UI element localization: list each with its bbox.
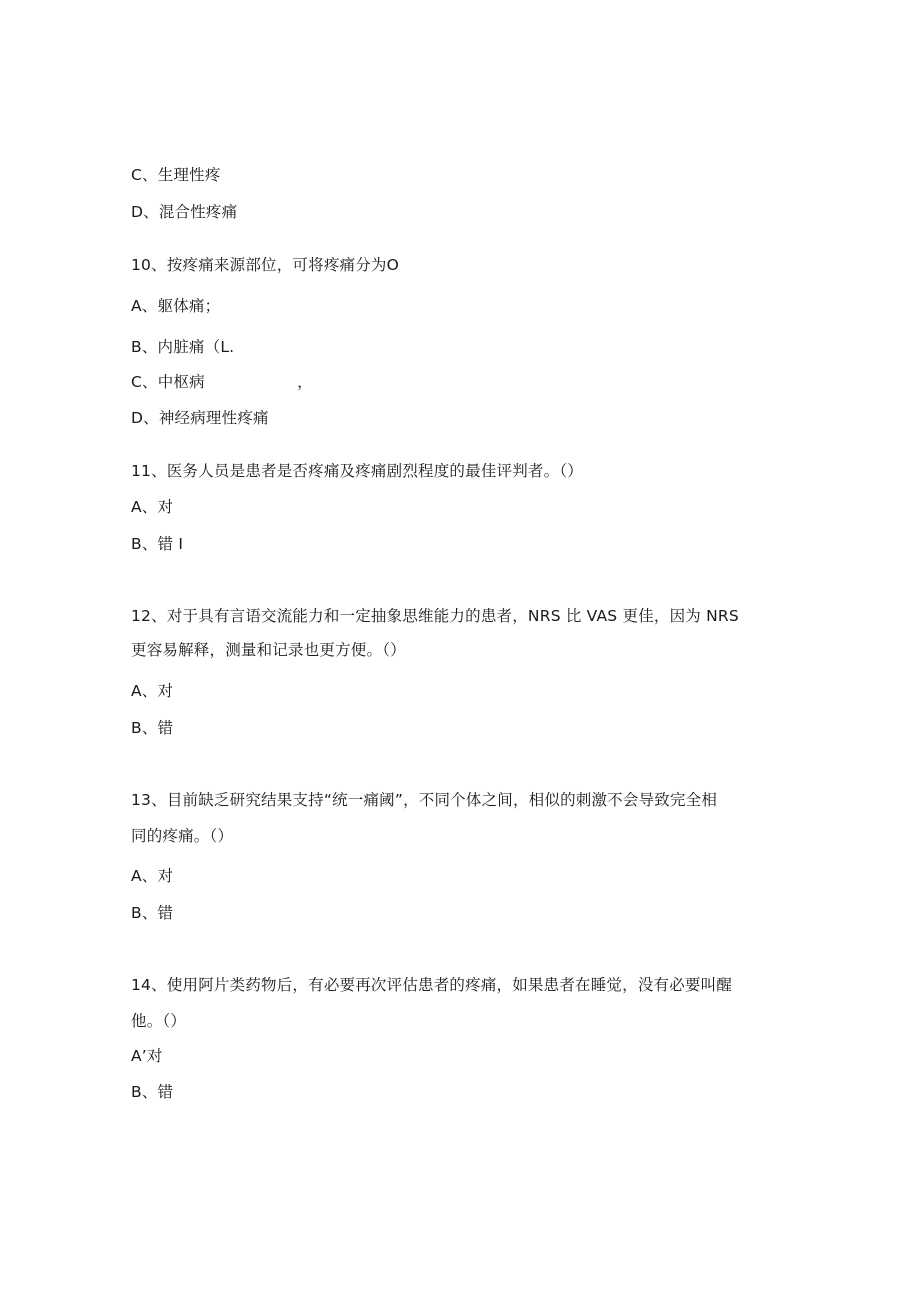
q9-option-c: C、生理性疼 xyxy=(131,166,221,184)
q12-question-line1: 12、对于具有言语交流能力和一定抽象思维能力的患者，NRS 比 VAS 更佳，因为 NRS xyxy=(131,607,739,625)
q10-option-b: B、内脏痛（L. xyxy=(131,338,235,356)
q13-option-b: B、错 xyxy=(131,904,174,922)
q9-option-d: D、混合性疼痛 xyxy=(131,203,238,221)
q13-option-a: A、对 xyxy=(131,867,174,885)
q12-option-a: A、对 xyxy=(131,682,174,700)
q13-question-line1: 13、目前缺乏研究结果支持“统一痛阈”，不同个体之间，相似的刺激不会导致完全相 xyxy=(131,791,718,809)
q10-option-c: C、中枢病 ， xyxy=(131,373,313,391)
q12-option-b: B、错 xyxy=(131,719,174,737)
q11-question: 11、医务人员是患者是否疼痛及疼痛剧烈程度的最佳评判者。（） xyxy=(131,462,583,480)
q11-option-b: B、错 I xyxy=(131,535,184,553)
q11-option-a: A、对 xyxy=(131,498,174,516)
q14-question-line2: 他。（） xyxy=(131,1012,187,1030)
q10-option-a: A、躯体痛； xyxy=(131,297,221,315)
q12-question-line2: 更容易解释，测量和记录也更方便。（） xyxy=(131,641,406,659)
q14-option-a: A’对 xyxy=(131,1047,163,1065)
q14-question-line1: 14、使用阿片类药物后，有必要再次评估患者的疼痛，如果患者在睡觉，没有必要叫醒 xyxy=(131,976,733,994)
q10-option-d: D、神经病理性疼痛 xyxy=(131,409,269,427)
q14-option-b: B、错 xyxy=(131,1083,174,1101)
q10-question: 10、按疼痛来源部位，可将疼痛分为O xyxy=(131,256,400,274)
q13-question-line2: 同的疼痛。（） xyxy=(131,827,234,845)
